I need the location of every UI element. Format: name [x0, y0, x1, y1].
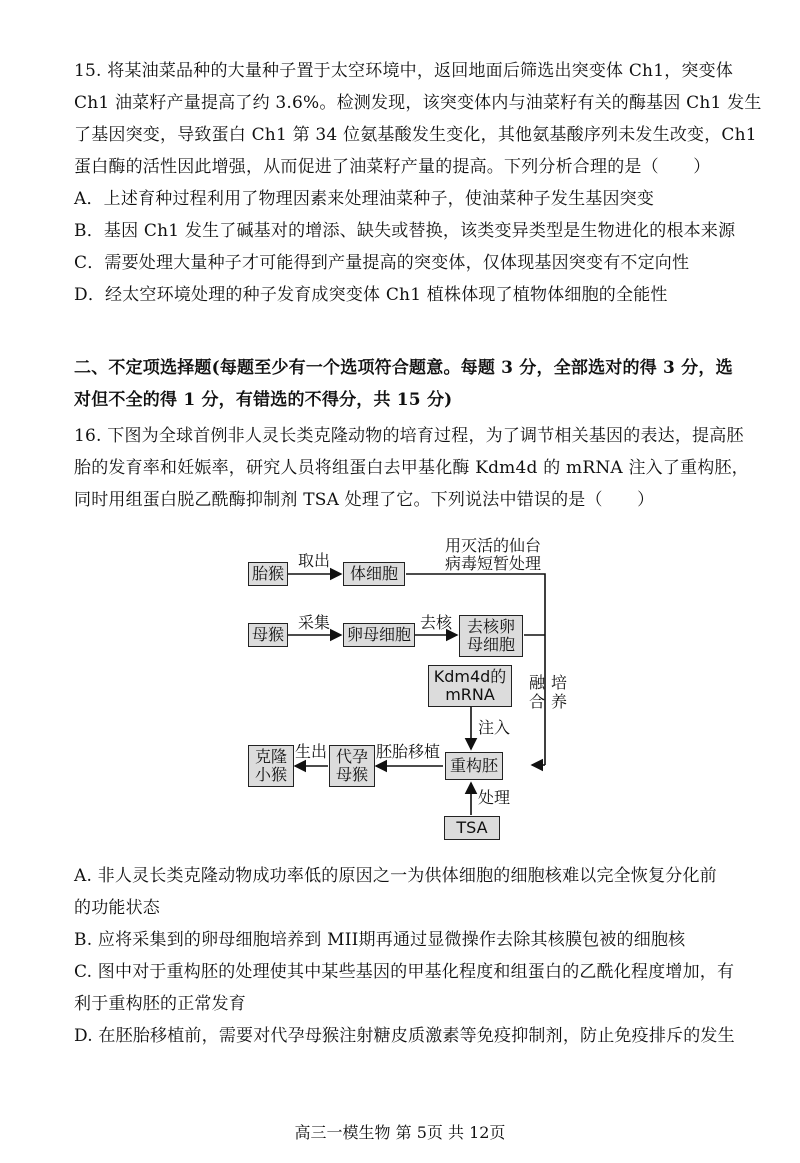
diagram-arrows — [240, 537, 570, 842]
q15-option-d: D．经太空环境处理的种子发育成突变体 Ch1 植株体现了植物体细胞的全能性 — [74, 285, 668, 305]
q15-line-4: 蛋白酶的活性因此增强，从而促进了油菜籽产量的提高。下列分析合理的是（ ） — [74, 157, 711, 177]
q15-line-1: 15. 将某油菜品种的大量种子置于太空环境中，返回地面后筛选出突变体 Ch1，突变体 — [74, 61, 734, 81]
page-footer: 高三一模生物 第 5页 共 12页 — [294, 1123, 506, 1142]
label-birth: 生出 — [295, 742, 328, 761]
section-2-line-1: 二、不定项选择题(每题至少有一个选项符合题意。每题 3 分，全部选对的得 3 分，选 — [74, 358, 733, 378]
section-2-heading — [74, 352, 754, 416]
box-tsa: TSA — [444, 816, 500, 840]
box-surrogate-line-2: 母猴 — [335, 765, 368, 784]
label-virus-line-1: 用灭活的仙台 — [445, 536, 542, 555]
label-culture — [550, 673, 568, 711]
q15-option-c: C．需要处理大量种子才可能得到产量提高的突变体，仅体现基因突变有不定向性 — [74, 253, 690, 273]
box-surrogate-line-1: 代孕 — [335, 747, 368, 766]
box-reconstructed-embryo: 重构胚 — [445, 752, 503, 780]
cloning-process-diagram — [240, 537, 570, 842]
box-kdm-line-2: mRNA — [445, 685, 495, 704]
q15-line-3: 了基因突变，导致蛋白 Ch1 第 34 位氨基酸发生变化，其他氨基酸序列未发生改变，Ch1 — [74, 125, 757, 145]
box-enucleated-line-2: 母细胞 — [466, 635, 515, 654]
label-inject: 注入 — [478, 718, 511, 737]
q15-option-a: A．上述育种过程利用了物理因素来处理油菜种子，使油菜种子发生基因突变 — [74, 189, 655, 209]
box-enucleated-oocyte — [459, 615, 523, 657]
label-take-out: 取出 — [298, 551, 331, 570]
label-enucleate: 去核 — [420, 613, 453, 632]
q16-option-d: D. 在胚胎移植前，需要对代孕母猴注射糖皮质激素等免疫抑制剂，防止免疫排斥的发生 — [74, 1026, 735, 1046]
q16-options — [74, 860, 754, 1052]
q16-option-c-line-2: 利于重构胚的正常发育 — [74, 994, 246, 1014]
label-culture-2: 养 — [550, 692, 567, 711]
q16-line-3: 同时用组蛋白脱乙酰酶抑制剂 TSA 处理了它。下列说法中错误的是（ ） — [74, 490, 655, 510]
q16-option-a-line-2: 的功能状态 — [74, 898, 160, 918]
label-virus-line-2: 病毒短暂处理 — [445, 554, 542, 573]
question-16 — [74, 420, 754, 516]
box-clone-monkey — [248, 745, 294, 787]
label-treat: 处理 — [478, 788, 511, 807]
q15-option-b: B．基因 Ch1 发生了碱基对的增添、缺失或替换，该类变异类型是生物进化的根本来源 — [74, 221, 736, 241]
box-clone-line-2: 小猴 — [254, 765, 287, 784]
box-kdm-line-1: Kdm4d的 — [433, 667, 507, 686]
label-culture-1: 培 — [550, 673, 567, 692]
box-enucleated-line-1: 去核卵 — [466, 617, 515, 636]
box-surrogate-mother — [329, 745, 375, 787]
q15-line-2: Ch1 油菜籽产量提高了约 3.6%。检测发现，该突变体内与油菜籽有关的酶基因 Ch1 发生 — [74, 93, 762, 113]
q16-option-c-line-1: C. 图中对于重构胚的处理使其中某些基因的甲基化程度和组蛋白的乙酰化程度增加，有 — [74, 962, 735, 982]
box-clone-line-1: 克隆 — [254, 747, 287, 766]
q16-option-a-line-1: A. 非人灵长类克隆动物成功率低的原因之一为供体细胞的细胞核难以完全恢复分化前 — [74, 866, 717, 886]
label-collect: 采集 — [298, 613, 331, 632]
box-kdm4d-mrna — [428, 665, 512, 707]
label-fuse — [528, 673, 546, 711]
box-mother-monkey: 母猴 — [248, 623, 288, 647]
section-2-line-2: 对但不全的得 1 分，有错选的不得分，共 15 分) — [74, 390, 453, 410]
label-fuse-2: 合 — [528, 692, 545, 711]
label-fuse-1: 融 — [528, 673, 545, 692]
q16-line-1: 16. 下图为全球首例非人灵长类克隆动物的培育过程，为了调节相关基因的表达，提高胚 — [74, 426, 744, 446]
q16-line-2: 胎的发育率和妊娠率，研究人员将组蛋白去甲基化酶 Kdm4d 的 mRNA 注入了重构胚， — [74, 458, 749, 478]
box-fetal-monkey: 胎猴 — [248, 562, 288, 586]
box-somatic-cell: 体细胞 — [343, 562, 405, 586]
question-15 — [74, 55, 762, 311]
box-oocyte: 卵母细胞 — [343, 623, 415, 647]
label-embryo-transfer: 胚胎移植 — [376, 742, 441, 761]
q16-option-b: B. 应将采集到的卵母细胞培养到 MII期再通过显微操作去除其核膜包被的细胞核 — [74, 930, 686, 950]
